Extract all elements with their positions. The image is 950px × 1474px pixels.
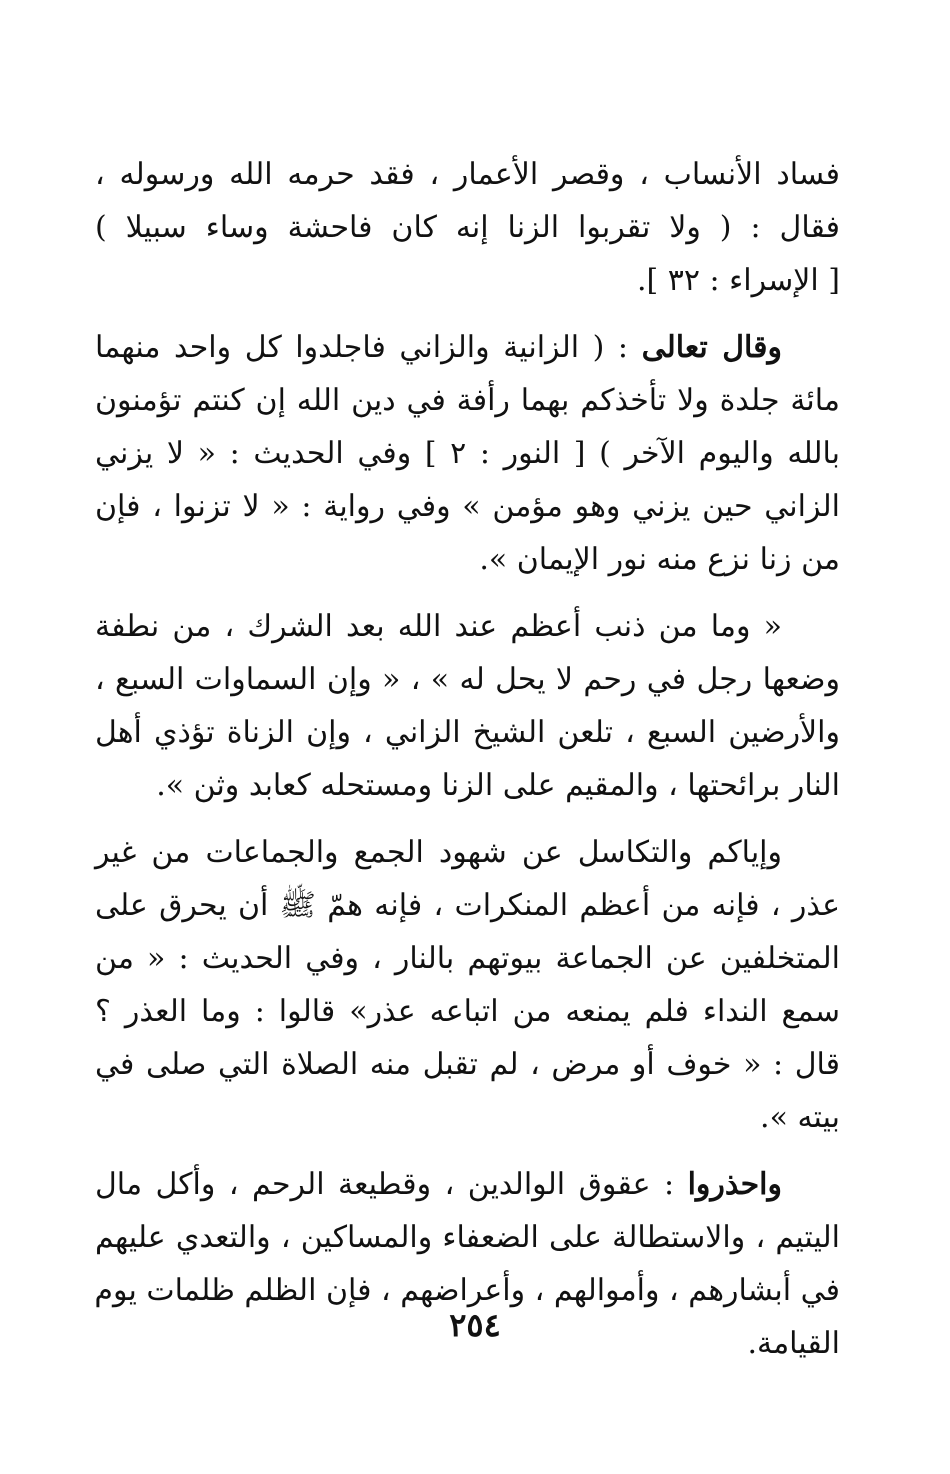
text-line <box>95 321 840 374</box>
text-line: عذر ، فإنه من أعظم المنكرات ، فإنه همّ ﷺ أن يحرق على <box>95 888 840 923</box>
text-line: القيامة. <box>747 1326 840 1361</box>
text-line: فقال : ( ولا تقربوا الزنا إنه كان فاحشة وساء سبيلا ) <box>95 210 840 245</box>
text-line: فساد الأنساب ، وقصر الأعمار ، فقد حرمه الله ورسوله ، <box>95 157 840 192</box>
text-line: بالله واليوم الآخر ) [ النور : ٢ ] وفي الحديث : « لا يزني <box>95 436 841 471</box>
bold-lead: وقال تعالى <box>641 330 782 365</box>
text-line: سمع النداء فلم يمنعه من اتباعه عذر» قالوا : وما العذر ؟ <box>95 994 840 1029</box>
text-line: [ الإسراء : ٣٢ ]. <box>636 263 840 298</box>
page-body <box>95 148 840 1384</box>
text-run: : عقوق الوالدين ، وقطيعة الرحم ، وأكل مال <box>95 1167 688 1202</box>
paragraph-1 <box>95 148 840 307</box>
text-line: بيته ». <box>760 1100 840 1135</box>
text-line: وإياكم والتكاسل عن شهود الجمع والجماعات من غير <box>95 835 782 870</box>
text-line: في أبشارهم ، وأموالهم ، وأعراضهم ، فإن الظلم ظلمات يوم <box>94 1273 840 1308</box>
paragraph-2 <box>95 321 840 586</box>
text-line: الزاني حين يزني وهو مؤمن » وفي رواية : « لا تزنوا ، فإن <box>95 489 840 524</box>
bold-lead: واحذروا <box>687 1167 782 1202</box>
text-line: مائة جلدة ولا تأخذكم بهما رأفة في دين الله إن كنتم تؤمنون <box>95 383 840 418</box>
text-line: « وما من ذنب أعظم عند الله بعد الشرك ، من نطفة <box>95 609 782 644</box>
text-line: النار برائحتها ، والمقيم على الزنا ومستحله كعابد وثن ». <box>156 768 840 803</box>
text-line: من زنا نزع منه نور الإيمان ». <box>479 542 840 577</box>
text-line <box>95 1158 840 1211</box>
text-line: والأرضين السبع ، تلعن الشيخ الزاني ، وإن الزناة تؤذي أهل <box>95 715 840 750</box>
paragraph-3 <box>95 600 840 812</box>
text-line: المتخلفين عن الجماعة بيوتهم بالنار ، وفي الحديث : « من <box>95 941 840 976</box>
text-run: : ( الزانية والزاني فاجلدوا كل واحد منهما <box>95 330 642 365</box>
text-line: وضعها رجل في رحم لا يحل له » ، « وإن السماوات السبع ، <box>95 662 840 697</box>
page-number: ٢٥٤ <box>449 1306 501 1344</box>
paragraph-4 <box>95 826 840 1144</box>
text-line: اليتيم ، والاستطالة على الضعفاء والمساكين ، والتعدي عليهم <box>95 1220 840 1255</box>
text-line: قال : « خوف أو مرض ، لم تقبل منه الصلاة التي صلى في <box>95 1047 840 1082</box>
